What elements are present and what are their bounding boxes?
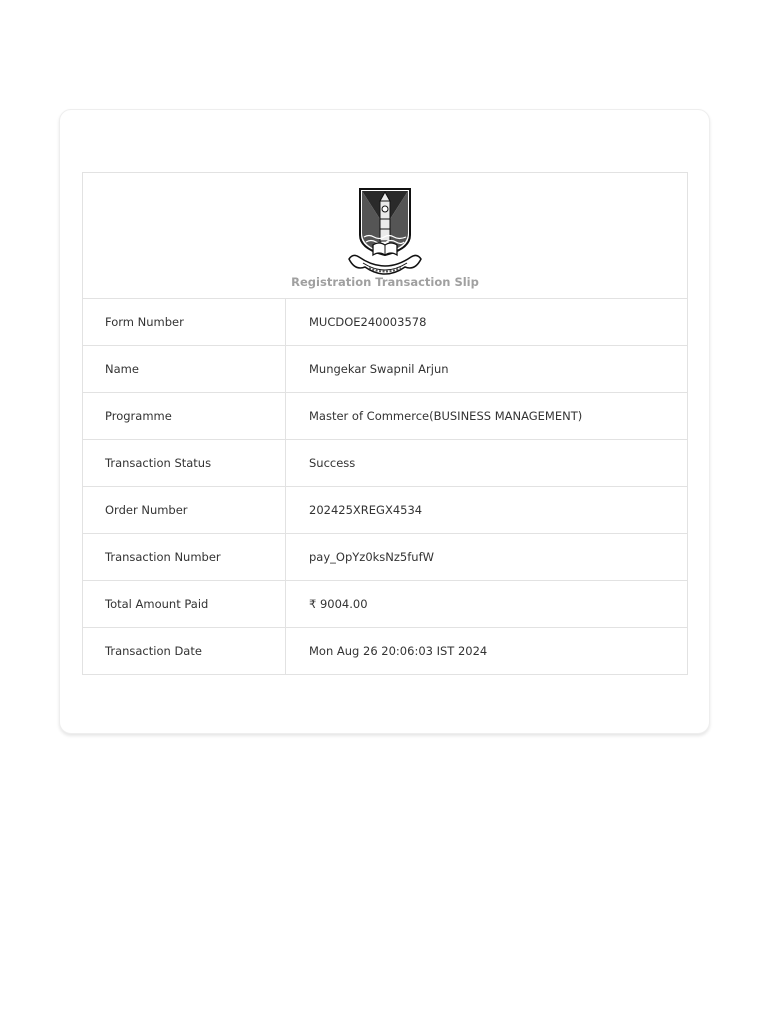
- row-value-order-number: 202425XREGX4534: [286, 487, 688, 534]
- row-label-transaction-date: Transaction Date: [83, 628, 286, 675]
- row-value-form-number: MUCDOE240003578: [286, 299, 688, 346]
- row-label-transaction-status: Transaction Status: [83, 440, 286, 487]
- row-label-total-amount-paid: Total Amount Paid: [83, 581, 286, 628]
- table-row: [83, 440, 688, 487]
- table-row: [83, 299, 688, 346]
- table-row: [83, 534, 688, 581]
- slip-header: [83, 173, 688, 299]
- row-label-programme: Programme: [83, 393, 286, 440]
- row-value-transaction-number: pay_OpYz0ksNz5fufW: [286, 534, 688, 581]
- slip-header-row: [83, 173, 688, 299]
- table-row: [83, 487, 688, 534]
- row-label-order-number: Order Number: [83, 487, 286, 534]
- transaction-slip-table: [82, 172, 688, 675]
- row-label-form-number: Form Number: [83, 299, 286, 346]
- slip-title: Registration Transaction Slip: [291, 275, 479, 289]
- table-row: [83, 346, 688, 393]
- table-row: [83, 628, 688, 675]
- table-row: [83, 581, 688, 628]
- row-value-name: Mungekar Swapnil Arjun: [286, 346, 688, 393]
- row-value-programme: Master of Commerce(BUSINESS MANAGEMENT): [286, 393, 688, 440]
- row-value-total-amount-paid: ₹ 9004.00: [286, 581, 688, 628]
- row-label-transaction-number: Transaction Number: [83, 534, 286, 581]
- university-crest-icon: [345, 187, 425, 279]
- row-value-transaction-status: Success: [286, 440, 688, 487]
- transaction-slip-card: [59, 109, 710, 734]
- row-label-name: Name: [83, 346, 286, 393]
- table-row: [83, 393, 688, 440]
- row-value-transaction-date: Mon Aug 26 20:06:03 IST 2024: [286, 628, 688, 675]
